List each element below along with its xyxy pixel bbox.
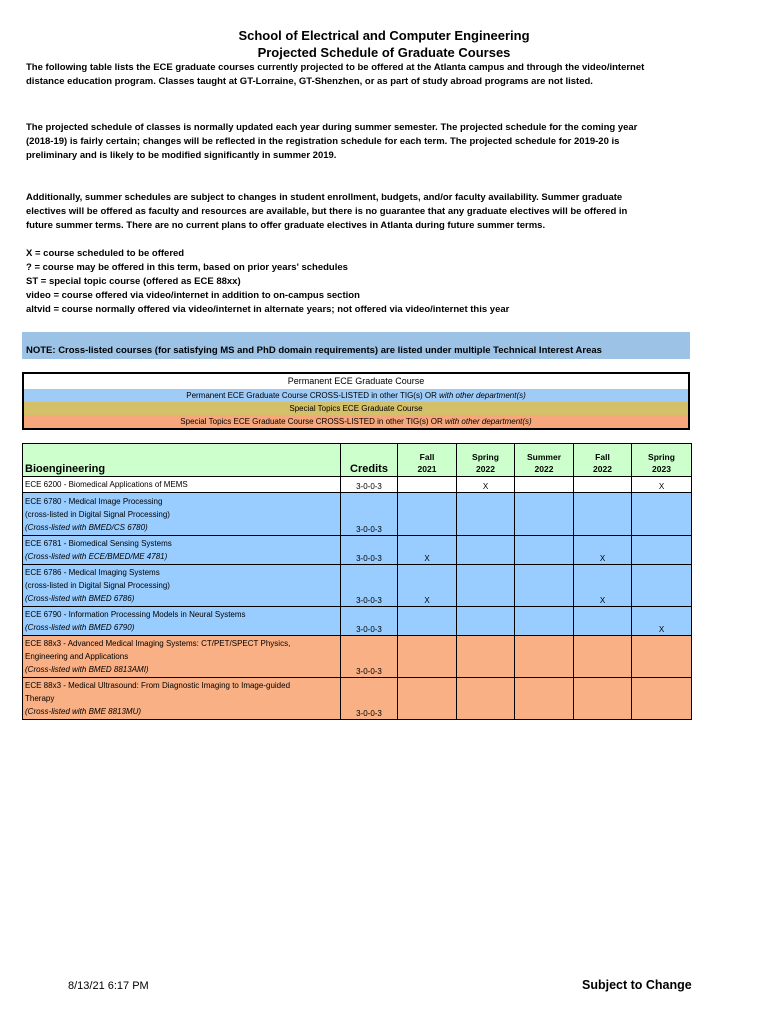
legend-text: Permanent ECE Graduate Course CROSS-LISTED in other TIG(s) OR <box>186 391 440 400</box>
key-item: X = course scheduled to be offered <box>26 248 185 259</box>
course-cell <box>23 607 341 636</box>
legend-text-italic: with other department(s) <box>439 391 526 400</box>
intro-line: future summer terms. There are no current plans to offer graduate electives in Atlanta during future summer terms. <box>26 220 546 231</box>
legend-special-topics: Special Topics ECE Graduate Course <box>24 402 688 415</box>
term-year: 2022 <box>476 464 495 474</box>
schedule-mark <box>574 493 632 536</box>
course-cross-listing: (Cross-listed with BMED 8813AMI) <box>25 665 149 674</box>
term-season: Fall <box>595 452 610 462</box>
course-title-continued: Engineering and Applications <box>25 652 129 661</box>
schedule-mark <box>515 536 574 565</box>
legend-permanent: Permanent ECE Graduate Course <box>24 374 688 389</box>
course-cross-listing: (Cross-listed with BMED 6790) <box>25 623 135 632</box>
schedule-mark: X <box>398 536 457 565</box>
legend-special-topics-cross-listed <box>24 415 688 428</box>
course-credits: 3-0-0-3 <box>341 678 398 720</box>
subject-to-change-label: Subject to Change <box>582 978 692 992</box>
course-cross-listing: (Cross-listed with BME 8813MU) <box>25 707 142 716</box>
schedule-mark <box>398 493 457 536</box>
schedule-mark <box>574 607 632 636</box>
course-credits: 3-0-0-3 <box>341 565 398 607</box>
course-cell <box>23 493 341 536</box>
term-header <box>398 444 457 477</box>
schedule-mark <box>457 493 515 536</box>
intro-line: preliminary and is likely to be modified significantly in summer 2019. <box>26 150 337 161</box>
course-credits: 3-0-0-3 <box>341 636 398 678</box>
course-cell <box>23 636 341 678</box>
course-title: ECE 6200 - Biomedical Applications of MEMS <box>23 477 341 493</box>
schedule-mark <box>515 493 574 536</box>
schedule-mark <box>457 636 515 678</box>
credits-header: Credits <box>341 444 398 477</box>
course-cell <box>23 536 341 565</box>
schedule-mark <box>632 565 692 607</box>
course-cell <box>23 678 341 720</box>
schedule-mark <box>457 536 515 565</box>
schedule-mark: X <box>574 565 632 607</box>
course-cross-listing: (Cross-listed with BMED 6786) <box>25 594 135 603</box>
course-title-continued: Therapy <box>25 694 55 703</box>
table-row <box>23 565 692 607</box>
course-cell <box>23 565 341 607</box>
document-subtitle: Projected Schedule of Graduate Courses <box>257 45 511 60</box>
schedule-mark <box>574 636 632 678</box>
schedule-mark <box>515 565 574 607</box>
schedule-mark <box>632 678 692 720</box>
table-row <box>23 536 692 565</box>
table-row <box>23 678 692 720</box>
intro-line: The projected schedule of classes is normally updated each year during summer semester. The projected schedule for the coming year <box>26 122 638 133</box>
term-header <box>632 444 692 477</box>
schedule-mark <box>515 607 574 636</box>
course-title: ECE 88x3 - Medical Ultrasound: From Diagnostic Imaging to Image-guided <box>25 681 291 690</box>
course-credits: 3-0-0-3 <box>341 536 398 565</box>
table-row <box>23 477 692 493</box>
schedule-mark <box>398 477 457 493</box>
schedule-mark <box>515 678 574 720</box>
intro-paragraph-2 <box>26 121 696 163</box>
course-schedule-table <box>22 443 692 720</box>
course-credits: 3-0-0-3 <box>341 477 398 493</box>
schedule-mark <box>574 477 632 493</box>
term-season: Summer <box>526 452 561 462</box>
symbol-key <box>26 247 696 317</box>
term-header <box>515 444 574 477</box>
intro-paragraph-1 <box>26 61 696 89</box>
legend-text: Special Topics ECE Graduate Course CROSS-LISTED in other TIG(s) OR <box>180 417 445 426</box>
key-item: ST = special topic course (offered as ECE 88xx) <box>26 276 241 287</box>
schedule-mark <box>574 678 632 720</box>
schedule-mark: X <box>457 477 515 493</box>
course-title: ECE 6780 - Medical Image Processing <box>25 497 163 506</box>
legend-permanent-cross-listed <box>24 389 688 402</box>
intro-line: Additionally, summer schedules are subject to changes in student enrollment, budgets, and/or faculty availability. Summer graduate <box>26 192 623 203</box>
course-note: (cross-listed in Digital Signal Processing) <box>25 510 170 519</box>
schedule-mark <box>457 607 515 636</box>
term-header <box>574 444 632 477</box>
course-note: (cross-listed in Digital Signal Processing) <box>25 581 170 590</box>
intro-line: The following table lists the ECE graduate courses currently projected to be offered at the Atlanta campus and through the video/internet <box>26 62 645 73</box>
schedule-mark <box>632 636 692 678</box>
print-timestamp: 8/13/21 6:17 PM <box>68 980 149 992</box>
table-row <box>23 636 692 678</box>
schedule-mark <box>457 565 515 607</box>
document-title: School of Electrical and Computer Engineering <box>238 28 530 43</box>
schedule-mark <box>398 607 457 636</box>
schedule-mark <box>398 636 457 678</box>
schedule-mark <box>398 678 457 720</box>
course-cross-listing: (Cross-listed with ECE/BMED/ME 4781) <box>25 552 168 561</box>
intro-paragraph-3 <box>26 191 696 233</box>
course-credits: 3-0-0-3 <box>341 493 398 536</box>
schedule-mark <box>457 678 515 720</box>
term-year: 2022 <box>534 464 554 474</box>
schedule-mark <box>515 636 574 678</box>
course-title: ECE 6790 - Information Processing Models in Neural Systems <box>25 610 246 619</box>
schedule-mark: X <box>632 477 692 493</box>
term-season: Spring <box>472 452 499 462</box>
schedule-mark: X <box>398 565 457 607</box>
color-legend <box>22 372 690 430</box>
key-item: video = course offered via video/internet in addition to on-campus section <box>26 290 360 301</box>
course-title: ECE 88x3 - Advanced Medical Imaging Systems: CT/PET/SPECT Physics, <box>25 639 291 648</box>
schedule-mark: X <box>574 536 632 565</box>
table-row <box>23 493 692 536</box>
schedule-mark: X <box>632 607 692 636</box>
technical-area-header: Bioengineering <box>23 444 341 477</box>
course-title: ECE 6786 - Medical Imaging Systems <box>25 568 160 577</box>
term-season: Fall <box>419 452 435 462</box>
table-row <box>23 607 692 636</box>
term-year: 2022 <box>593 464 612 474</box>
term-header <box>457 444 515 477</box>
course-credits: 3-0-0-3 <box>341 607 398 636</box>
schedule-mark <box>632 536 692 565</box>
key-item: ? = course may be offered in this term, based on prior years' schedules <box>26 262 348 273</box>
intro-line: distance education program. Classes taught at GT-Lorraine, GT-Shenzhen, or as part of study abroad programs are not listed. <box>26 76 593 87</box>
course-cross-listing: (Cross-listed with BMED/CS 6780) <box>25 523 148 532</box>
schedule-mark <box>632 493 692 536</box>
course-title: ECE 6781 - Biomedical Sensing Systems <box>25 539 172 548</box>
schedule-mark <box>515 477 574 493</box>
term-year: 2023 <box>652 464 671 474</box>
term-year: 2021 <box>417 464 437 474</box>
term-season: Spring <box>648 452 675 462</box>
legend-text-italic: with other department(s) <box>444 417 532 426</box>
intro-line: (2018-19) is fairly certain; changes will be reflected in the registration schedule for each term. The projected schedule for 2019-20 is <box>26 136 620 147</box>
key-item: altvid = course normally offered via video/internet in alternate years; not offered via video/internet this year <box>26 304 510 315</box>
cross-listed-note: NOTE: Cross-listed courses (for satisfying MS and PhD domain requirements) are listed under multiple Technical Interest Areas <box>22 332 690 359</box>
intro-line: electives will be offered as faculty and resources are available, but there is no guarantee that any graduate electives will be offered in <box>26 206 628 217</box>
